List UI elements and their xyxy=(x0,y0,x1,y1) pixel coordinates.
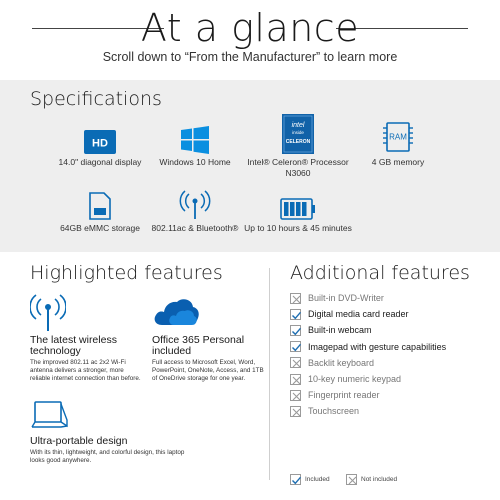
additional-feature-item xyxy=(290,356,374,370)
additional-feature-label: Touchscreen xyxy=(308,406,360,417)
check-icon xyxy=(290,474,301,485)
page-title: At a glance xyxy=(140,6,360,50)
check-icon xyxy=(290,309,301,320)
additional-feature-item xyxy=(290,307,409,321)
x-icon xyxy=(290,357,301,368)
spec-label: Intel® Celeron® Processor N3060 xyxy=(247,157,349,178)
svg-text:RAM: RAM xyxy=(389,132,407,142)
x-icon xyxy=(290,406,301,417)
specifications-heading: Specifications xyxy=(30,88,162,110)
check-icon xyxy=(290,341,301,352)
spec-display xyxy=(45,118,155,168)
additional-feature-label: Built-in webcam xyxy=(308,325,372,336)
additional-feature-label: Built-in DVD-Writer xyxy=(308,293,384,303)
highlighted-heading: Highlighted features xyxy=(30,262,223,284)
x-icon xyxy=(346,474,357,485)
additional-feature-item xyxy=(290,323,372,337)
feature-description: Full access to Microsoft Excel, Word, PowerPoint, OneNote, Access, and 1TB of OneDrive storage for one year. xyxy=(152,359,264,382)
spec-label: 4 GB memory xyxy=(371,157,425,167)
feature-description: With its thin, lightweight, and colorful design, this laptop looks good anywhere. xyxy=(30,449,185,464)
x-icon xyxy=(290,293,301,304)
section-divider xyxy=(269,268,270,480)
header xyxy=(0,0,500,78)
svg-text:intel: intel xyxy=(291,122,305,129)
svg-text:HD: HD xyxy=(92,137,108,150)
legend-label: Not included xyxy=(361,476,398,483)
spec-label: 64GB eMMC storage xyxy=(60,223,140,233)
spec-battery xyxy=(243,190,353,234)
additional-feature-item xyxy=(290,372,401,386)
additional-feature-item xyxy=(290,404,359,418)
spec-memory xyxy=(343,116,453,168)
additional-feature-label: Imagepad with gesture capabilities xyxy=(308,341,447,352)
wifi-antenna-icon xyxy=(30,293,142,335)
page-subtitle: Scroll down to “From the Manufacturer” to learn more xyxy=(102,50,398,64)
spec-os xyxy=(140,118,250,168)
feature-design xyxy=(30,400,200,465)
feature-wireless xyxy=(30,293,142,383)
laptop-icon xyxy=(30,400,200,436)
feature-office xyxy=(152,293,264,383)
feature-title: The latest wireless technology xyxy=(30,334,117,357)
spec-label: 14.0" diagonal display xyxy=(58,157,142,167)
hd-icon xyxy=(45,118,155,154)
spec-label: 802.11ac & Bluetooth® xyxy=(151,223,239,233)
additional-feature-label: Digital media card reader xyxy=(308,309,409,320)
additional-feature-item xyxy=(290,388,380,402)
additional-feature-label: Fingerprint reader xyxy=(308,390,380,401)
sd-card-icon xyxy=(45,190,155,220)
spec-wireless xyxy=(140,190,250,234)
feature-description: The improved 802.11 ac 2x2 Wi-Fi antenna delivers a stronger, more reliable internet connection than before. xyxy=(30,359,141,382)
feature-title: Office 365 Personal included xyxy=(152,334,245,357)
x-icon xyxy=(290,374,301,385)
battery-icon xyxy=(243,190,353,220)
legend-not-included xyxy=(346,474,397,485)
check-icon xyxy=(290,325,301,336)
feature-title: Ultra-portable design xyxy=(30,435,128,447)
legend-label: Included xyxy=(305,476,330,483)
spec-label: Windows 10 Home xyxy=(159,157,231,167)
intel-celeron-icon xyxy=(243,112,353,154)
spec-processor xyxy=(243,112,353,179)
additional-feature-label: 10-key numeric keypad xyxy=(308,374,402,384)
onedrive-cloud-icon xyxy=(152,293,264,335)
svg-text:CELERON: CELERON xyxy=(285,139,311,145)
x-icon xyxy=(290,390,301,401)
ram-icon xyxy=(343,116,453,154)
specifications-section xyxy=(0,80,500,252)
additional-feature-item xyxy=(290,291,384,305)
windows-logo-icon xyxy=(140,118,250,154)
spec-storage xyxy=(45,190,155,234)
legend-included xyxy=(290,474,330,485)
wireless-icon xyxy=(140,190,250,220)
additional-feature-label: Backlit keyboard xyxy=(308,357,375,368)
spec-label: Up to 10 hours & 45 minutes xyxy=(244,223,352,233)
additional-feature-item xyxy=(290,340,446,354)
svg-text:inside: inside xyxy=(292,130,304,135)
additional-heading: Additional features xyxy=(290,262,470,284)
